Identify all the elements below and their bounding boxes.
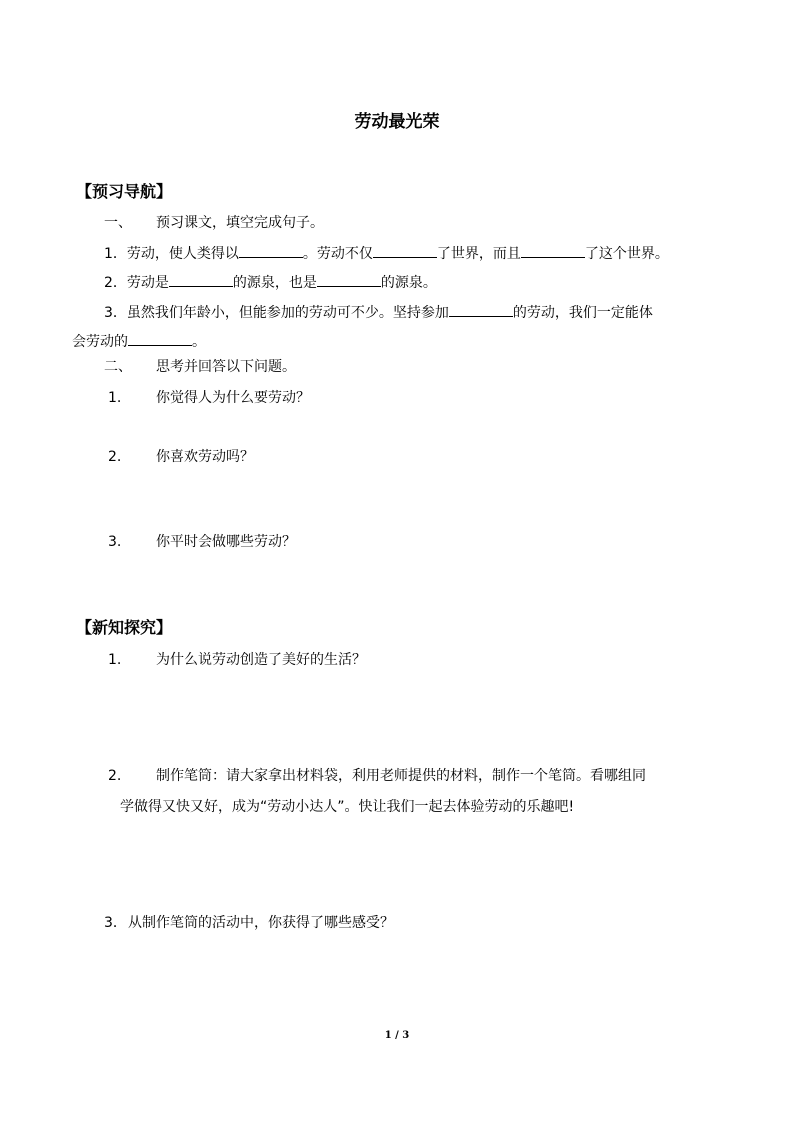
page-number: 1 / 3 — [384, 1030, 410, 1041]
item-number: 2． — [104, 275, 127, 291]
item-text: 的劳动，我们一定能体 — [512, 305, 653, 321]
question-number: 3. — [108, 534, 122, 550]
section-heading-explore: 【新知探究】 — [76, 618, 173, 637]
item-text: 的源泉，也是 — [232, 275, 317, 291]
question-text: 从制作笔筒的活动中，你获得了哪些感受？ — [128, 915, 394, 931]
item-number: 3． — [104, 305, 127, 321]
item-text: 的源泉。 — [380, 275, 437, 291]
item-text: 。 — [192, 334, 206, 350]
answer-blank[interactable] — [128, 330, 192, 346]
answer-blank[interactable] — [317, 271, 381, 287]
item-text: 。劳动不仅 — [302, 246, 373, 262]
question-number: 1. — [108, 390, 122, 406]
answer-blank[interactable] — [449, 301, 513, 317]
question-text: 你觉得人为什么要劳动？ — [156, 390, 310, 406]
item-text: 会劳动的 — [72, 334, 128, 350]
item-text: 虽然我们年龄小，但能参加的劳动可不少。坚持参加 — [126, 305, 449, 321]
answer-blank[interactable] — [521, 242, 585, 258]
question-text: 你喜欢劳动吗？ — [156, 449, 254, 465]
question-text: 你平时会做哪些劳动？ — [156, 534, 296, 550]
part1-label: 一、 — [104, 215, 132, 231]
item-text: 劳动，使人类得以 — [126, 246, 239, 262]
part2-instruction: 思考并回答以下问题。 — [156, 359, 296, 375]
page-title: 劳动最光荣 — [354, 112, 440, 132]
fill-item-1 — [104, 242, 669, 264]
question-text: 为什么说劳动创造了美好的生活？ — [156, 652, 366, 668]
answer-blank[interactable] — [169, 271, 233, 287]
answer-blank[interactable] — [373, 242, 437, 258]
item-text: 了世界，而且 — [436, 246, 521, 262]
question-number: 1. — [108, 652, 122, 668]
fill-item-3-continuation — [72, 330, 206, 352]
fill-item-2 — [104, 271, 437, 293]
part2-label: 二、 — [104, 359, 132, 375]
question-number: 3． — [104, 915, 127, 931]
fill-item-3 — [104, 301, 653, 323]
question-number: 2. — [108, 449, 122, 465]
answer-blank[interactable] — [239, 242, 303, 258]
section-heading-preview: 【预习导航】 — [76, 182, 173, 201]
question-text-continuation: 学做得又快又好，成为“劳动小达人”。快让我们一起去体验劳动的乐趣吧! — [120, 799, 575, 815]
question-text: 制作笔筒：请大家拿出材料袋，利用老师提供的材料，制作一个笔筒。看哪组同 — [156, 768, 646, 784]
question-number: 2. — [108, 768, 122, 784]
item-text: 了这个世界。 — [584, 246, 669, 262]
part1-instruction: 预习课文，填空完成句子。 — [156, 215, 324, 231]
item-text: 劳动是 — [126, 275, 169, 291]
item-number: 1． — [104, 246, 127, 262]
